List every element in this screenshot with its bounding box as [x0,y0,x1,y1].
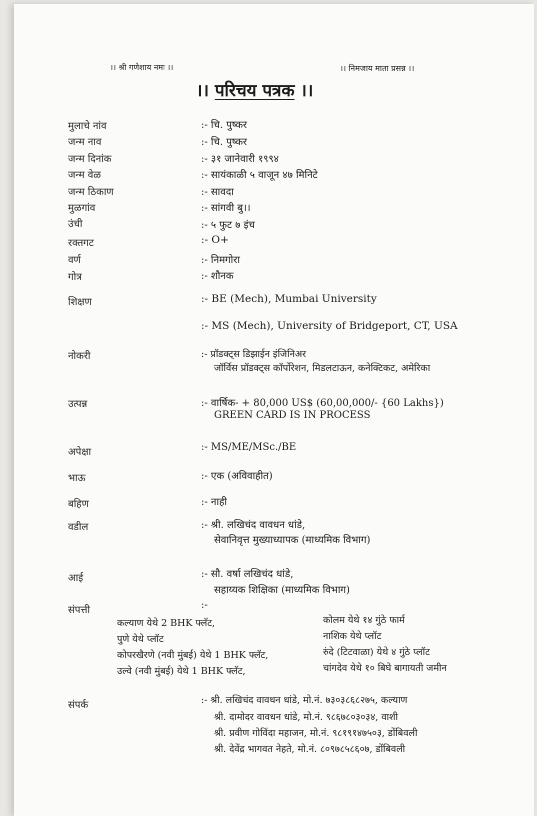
row-label-height: उंची [68,219,83,230]
row-value-birth-time: :- सायंकाळी ५ वाजून ४७ मिनिटे [201,170,318,181]
contact-line: श्री. प्रवीण गोविंदा महाजन, मो.नं. ९८१९१४७५०३, डोंबिवली [214,728,418,739]
row-label-gotra: गोत्र [68,272,82,283]
father-line-2: सेवानिवृत्त मुख्याध्यापक (माध्यमिक विभाग) [214,535,371,546]
job-label: नोकरी [68,351,91,362]
father-label: वडील [68,522,89,533]
row-value-birth-place: :- सावदा [201,187,234,198]
row-label-native-place: मुळगांव [68,203,96,214]
brother-value: :- एक (अविवाहीत) [201,471,273,482]
education-label: शिक्षण [68,297,92,308]
row-value-complexion: :- निमगोरा [201,255,240,266]
property-left-item: पुणे येथे प्लॉट [117,634,164,645]
sister-label: बहिण [68,499,89,510]
title-text: परिचय पत्रक [214,81,295,101]
row-value-height: :- ५ फुट ७ इंच [201,220,255,231]
row-value-gotra: :- शौनक [201,271,234,282]
expectation-label: अपेक्षा [68,447,92,458]
row-label-birth-time: जन्म वेळ [68,170,101,181]
row-label-name: मुलाचे नांव [68,121,107,132]
contact-label: संपर्क [68,700,89,711]
property-colon: :- [201,600,208,611]
contact-line: श्री. दामोदर वावधन धांडे, मो.नं. ९८६७८०३०३४, वाशी [214,712,398,723]
page-title [196,78,313,101]
property-left-item: उल्वे (नवी मुंबई) येथे 1 BHK फ्लॅट, [117,666,246,677]
mother-label: आई [68,573,84,584]
row-value-name: :- चि. पुष्कर [201,120,248,131]
title-close-mark: ।। [300,81,314,101]
row-value-blood-group: :- O+ [201,234,229,246]
father-line-1: :- श्री. लखिचंद वावधन धांडे, [201,520,306,531]
income-label: उत्पन्न [68,399,88,410]
income-line-2: GREEN CARD IS IN PROCESS [214,410,371,421]
row-value-birth-date: :- ३१ जानेवारी १९९४ [201,154,279,165]
property-right-item: कोलम येथे १४ गुंठे फार्म [323,615,405,626]
property-label: संपत्ती [68,605,90,616]
title-open-mark: ।। [196,81,209,101]
expectation-value: :- MS/ME/MSc./BE [201,442,297,453]
job-line-2: जॉर्विस प्रॉडक्ट्स कॉर्पोरेशन, मिडलटाऊन, कनेक्टिकट, अमेरिका [214,363,431,374]
income-line-1: :- वार्षिक- + 80,000 US$ (60,00,000/- {60 Lakhs}) [201,398,444,409]
row-label-birth-date: जन्म दिनांक [68,154,112,165]
property-right-item: रुंदे (टिटवाळा) येथे ४ गुंठे प्लॉट [323,647,430,658]
job-line-1: :- प्रॉडक्ट्स डिझाईन इंजिनिअर [201,349,306,360]
property-left-item: कोपरखैरणे (नवी मुंबई) येथे 1 BHK फ्लॅट, [117,650,269,661]
mother-line-1: :- सौ. वर्षा लखिचंद धांडे, [201,569,294,580]
row-label-birth-place: जन्म ठिकाण [68,187,114,198]
biodata-page [14,4,534,816]
header-right-invocation: ।। निमजाय माता प्रसन्न ।। [340,64,415,73]
mother-line-2: सहाय्यक शिक्षिका (माध्यमिक विभाग) [214,585,350,596]
property-right-item: नाशिक येथे प्लॉट [323,631,382,642]
header-left-invocation: ।। श्री गणेशाय नमः ।। [110,63,174,72]
row-label-blood-group: रक्तगट [68,238,94,249]
row-value-native-place: :- सांगवी बु।। [201,203,251,214]
property-right-item: चांगदेव येथे १० बिघे बागायती जमीन [323,663,447,674]
row-value-birth-name: :- चि. पुष्कर [201,137,248,148]
row-label-birth-name: जन्म नाव [68,137,102,148]
education-line-2: :- MS (Mech), University of Bridgeport, CT, USA [201,320,458,332]
brother-label: भाऊ [68,473,86,484]
property-left-item: कल्याण येथे 2 BHK फ्लॅट, [117,618,215,629]
education-line-1: :- BE (Mech), Mumbai University [201,293,377,305]
contact-line: श्री. देवेंद्र भागवत नेहते, मो.नं. ८०९७८५८६०७, डोंबिवली [214,744,406,755]
row-label-complexion: वर्ण [68,255,81,266]
contact-line: :- श्री. लखिचंद वावधन धांडे, मो.नं. ७३०३८६८२७५, कल्याण [201,695,408,706]
sister-value: :- नाही [201,497,227,508]
